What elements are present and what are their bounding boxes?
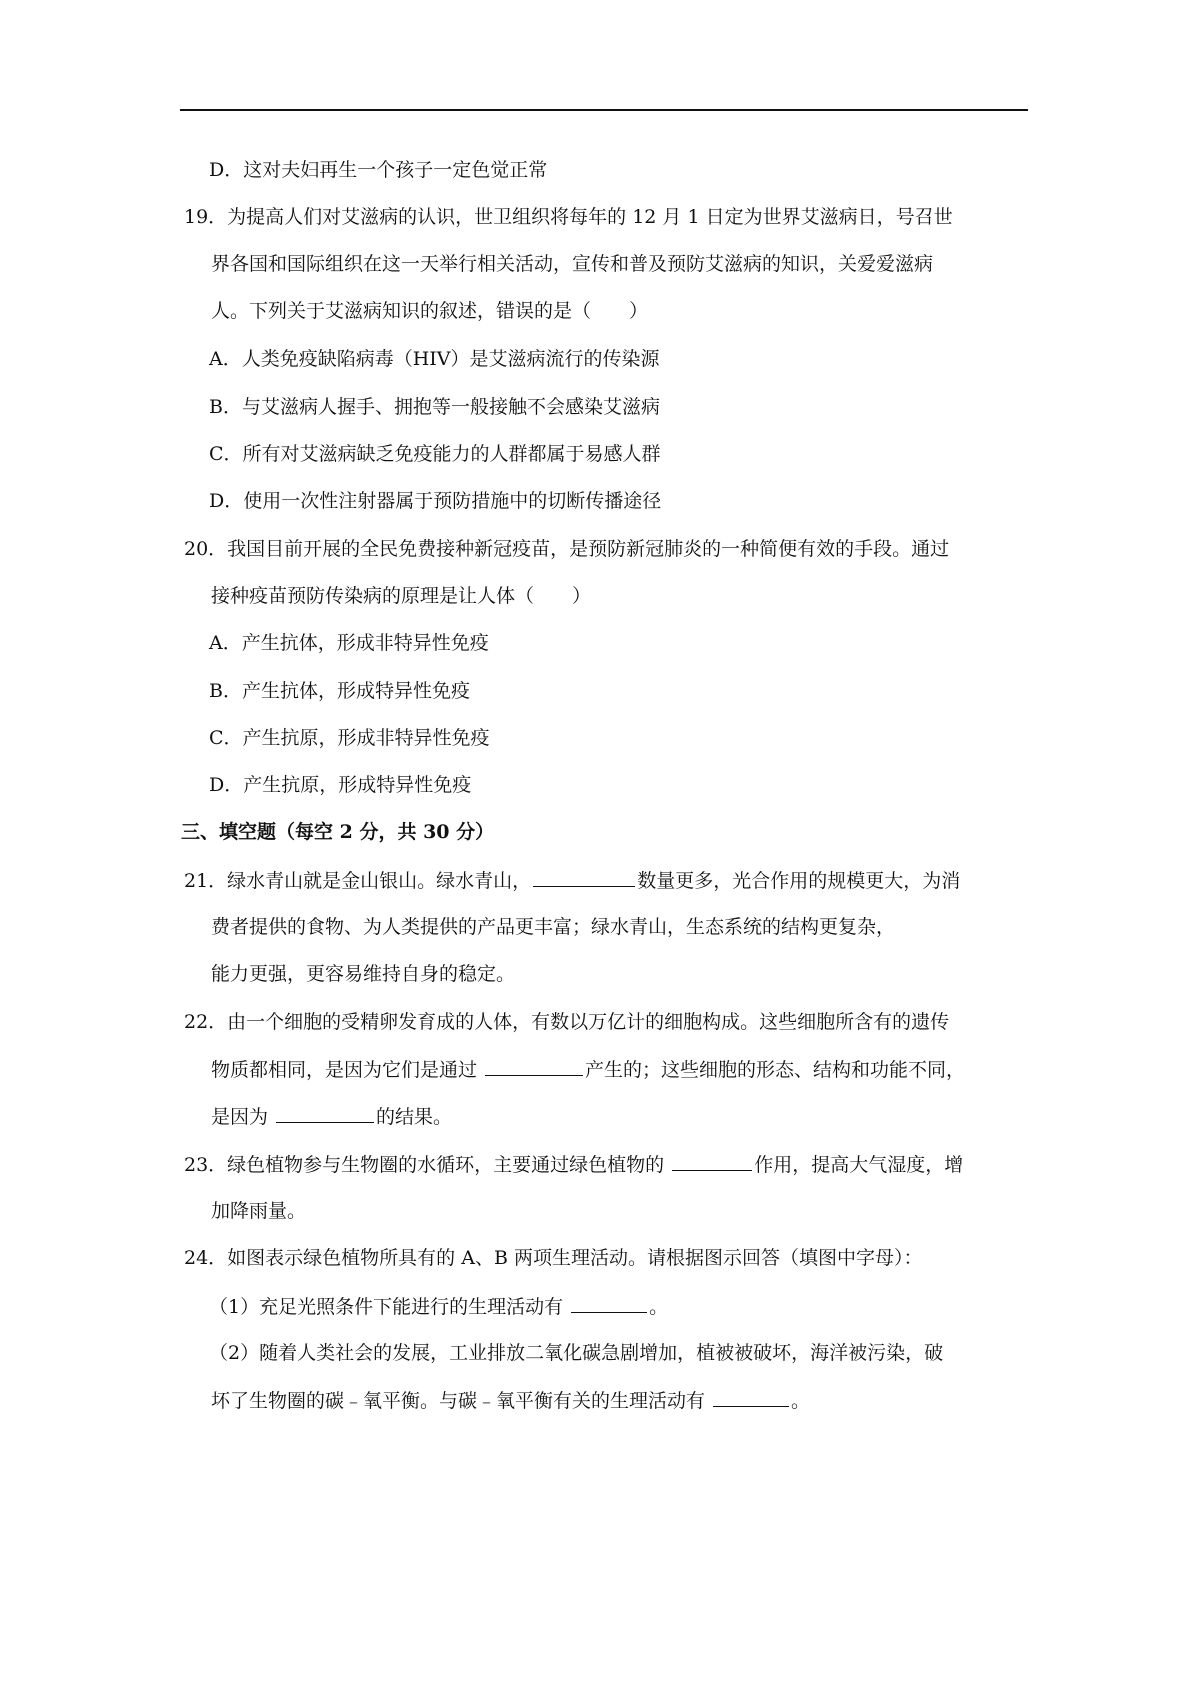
q23-text-after-blank: 作用，提高大气湿度，增: [754, 1154, 964, 1176]
q18-option-d: D．这对夫妇再生一个孩子一定色觉正常: [209, 159, 548, 181]
q24-sub2-text: 坏了生物圈的碳﹣氧平衡。与碳﹣氧平衡有关的生理活动有: [211, 1390, 706, 1412]
q22-answer-blank-1: [485, 1057, 583, 1076]
q19-option-c: C．所有对艾滋病缺乏免疫能力的人群都属于易感人群: [209, 443, 661, 465]
q20-option-b: B．产生抗体，形成特异性免疫: [209, 680, 470, 702]
q21-stem-line3: 能力更强，更容易维持自身的稳定。: [211, 963, 516, 985]
q20-stem-line1: 20．我国目前开展的全民免费接种新冠疫苗，是预防新冠肺炎的一种简便有效的手段。通过: [184, 538, 950, 560]
q19-stem-line3: 人。下列关于艾滋病知识的叙述，错误的是（ ）: [211, 300, 649, 322]
q19-option-a: A．人类免疫缺陷病毒（HIV）是艾滋病流行的传染源: [209, 348, 660, 370]
q21-stem-line2: 费者提供的食物、为人类提供的产品更丰富；绿水青山，生态系统的结构更复杂，: [211, 916, 896, 938]
q21-answer-blank: [533, 868, 635, 887]
q22-answer-blank-2: [276, 1104, 374, 1123]
q20-option-a: A．产生抗体，形成非特异性免疫: [209, 632, 489, 654]
q22-stem-line1: 22．由一个细胞的受精卵发育成的人体，有数以万亿计的细胞构成。这些细胞所含有的遗传: [184, 1011, 950, 1033]
q22-line2-text-after-blank: 产生的；这些细胞的形态、结构和功能不同，: [585, 1059, 966, 1081]
q23-stem-line1: [184, 1152, 963, 1177]
q20-option-c: C．产生抗原，形成非特异性免疫: [209, 727, 490, 749]
q24-sub1-text: （1）充足光照条件下能进行的生理活动有: [209, 1296, 564, 1318]
q20-stem-line2: 接种疫苗预防传染病的原理是让人体（ ）: [211, 585, 592, 607]
q22-line2-text-before-blank: 物质都相同，是因为它们是通过: [211, 1059, 478, 1081]
q19-option-b: B．与艾滋病人握手、拥抱等一般接触不会感染艾滋病: [209, 396, 660, 418]
q24-sub2-line1: （2）随着人类社会的发展，工业排放二氧化碳急剧增加，植被被破坏，海洋被污染，破: [209, 1342, 944, 1364]
q23-stem-line2: 加降雨量。: [211, 1200, 307, 1222]
q19-stem-line1: 19．为提高人们对艾滋病的认识，世卫组织将每年的 12 月 1 日定为世界艾滋病日，号召世: [184, 206, 953, 228]
q22-line3-text-after-blank: 的结果。: [376, 1106, 453, 1128]
q21-text-before-blank: 21．绿水青山就是金山银山。绿水青山，: [184, 870, 532, 892]
q20-option-d: D．产生抗原，形成特异性免疫: [209, 774, 472, 796]
q21-text-after-blank: 数量更多，光合作用的规模更大，为消: [637, 870, 961, 892]
q24-sub1-end: 。: [649, 1296, 669, 1318]
q23-text-before-blank: 23．绿色植物参与生物圈的水循环，主要通过绿色植物的: [184, 1154, 665, 1176]
q19-stem-line2: 界各国和国际组织在这一天举行相关活动，宣传和普及预防艾滋病的知识，关爱爱滋病: [211, 253, 934, 275]
q24-stem-line1: 24．如图表示绿色植物所具有的 A、B 两项生理活动。请根据图示回答（填图中字母）：: [184, 1247, 923, 1269]
q22-stem-line3: [211, 1104, 452, 1129]
q23-answer-blank: [672, 1152, 752, 1171]
header-rule: [180, 109, 1028, 111]
q24-sub2-line2: [211, 1388, 810, 1413]
q24-sub1-answer-blank: [571, 1294, 647, 1313]
q24-sub2-end: 。: [791, 1390, 811, 1412]
q24-sub1: [209, 1294, 668, 1319]
q22-line3-text-before-blank: 是因为: [211, 1106, 269, 1128]
section-fill-in-title: 三、填空题（每空 2 分，共 30 分）: [181, 821, 495, 843]
q21-stem-line1: [184, 868, 960, 893]
q19-option-d: D．使用一次性注射器属于预防措施中的切断传播途径: [209, 490, 662, 512]
q24-sub2-answer-blank: [713, 1388, 789, 1407]
q22-stem-line2: [211, 1057, 965, 1082]
